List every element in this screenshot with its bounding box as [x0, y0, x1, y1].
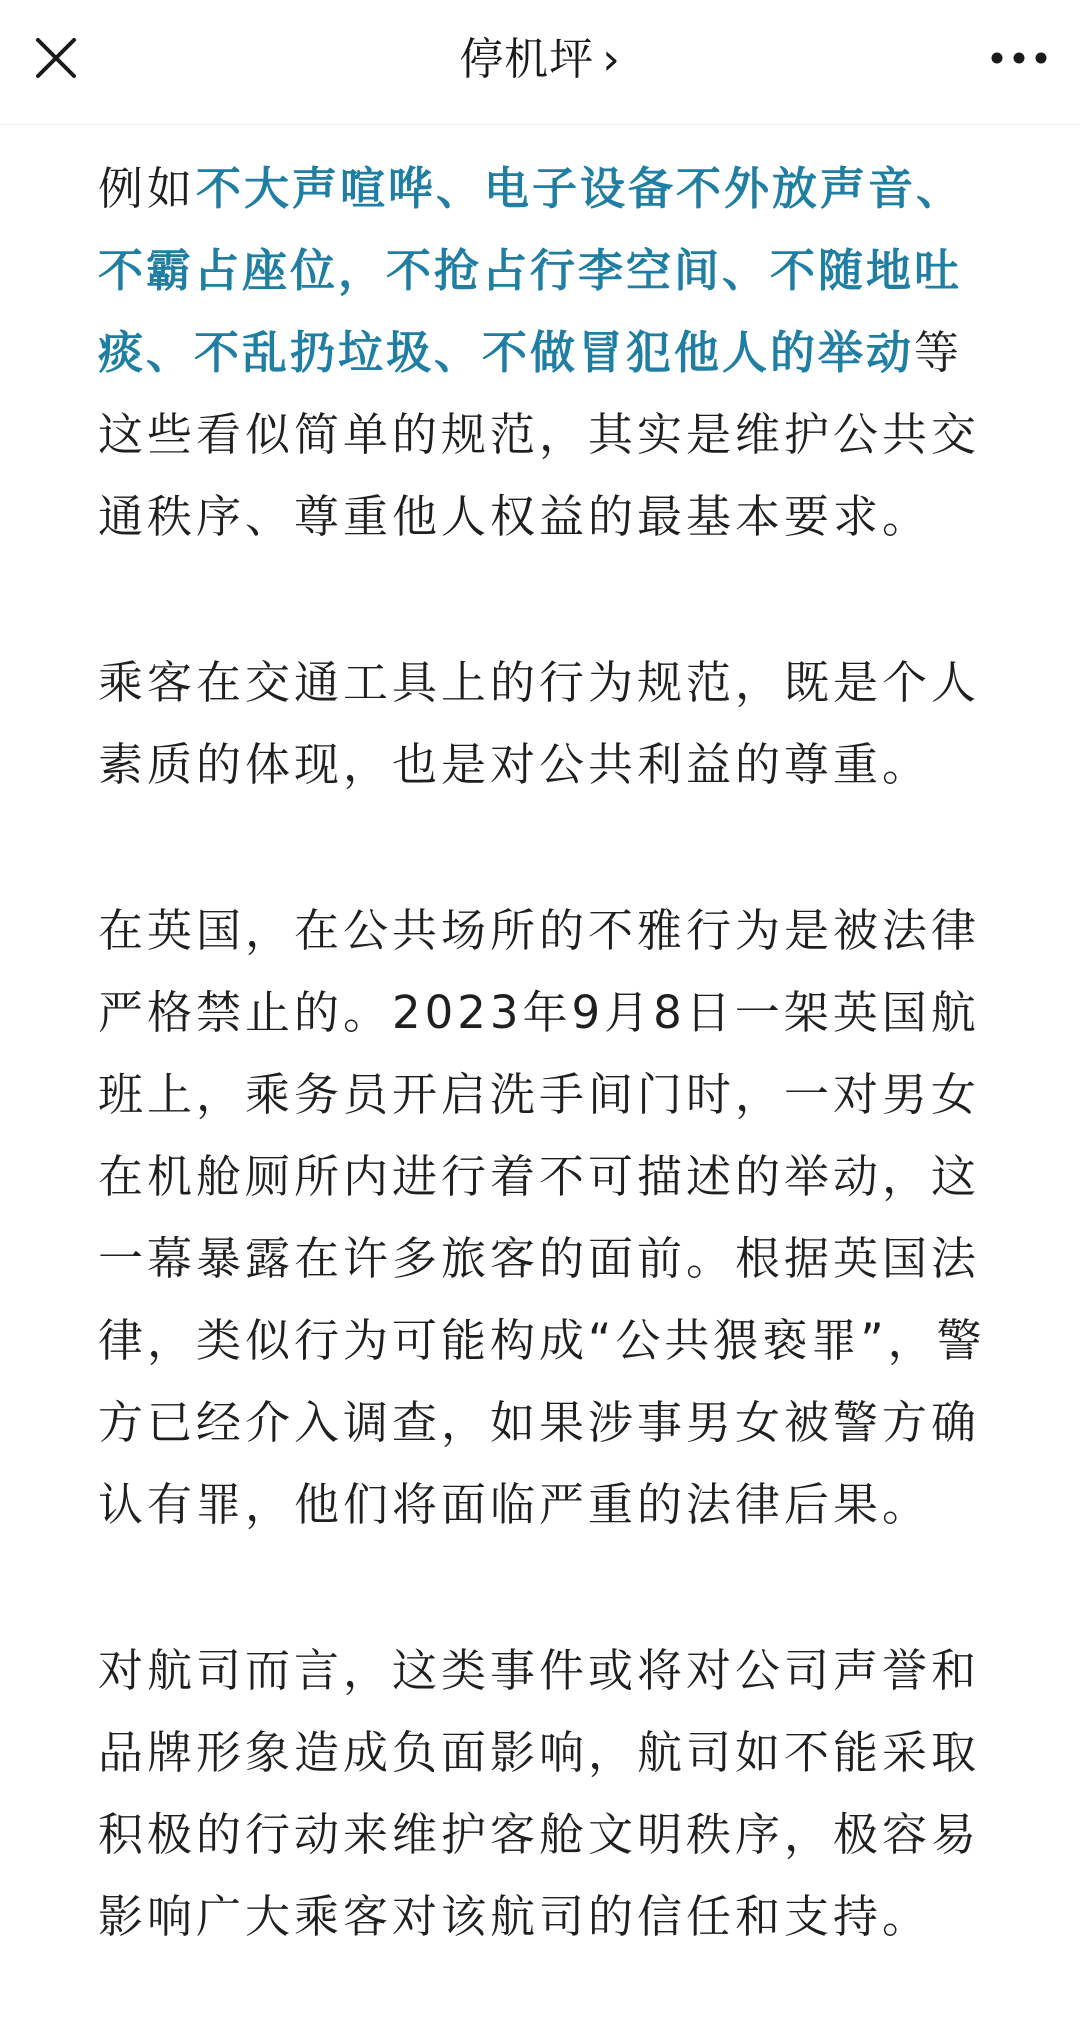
page-title: 停机坪 — [459, 34, 595, 85]
article-body — [98, 148, 990, 2042]
article-paragraph-1 — [98, 148, 990, 558]
account-title-link[interactable] — [0, 32, 1080, 88]
paragraph-suffix: 等这些看似简单的规范，其实是维护公共交通秩序、尊重他人权益的最基本要求。 — [98, 326, 981, 543]
more-options-button[interactable] — [984, 36, 1054, 80]
article-paragraph-4: 对航司而言，这类事件或将对公司声誉和品牌形象造成负面影响，航司如不能采取积极的行动来维护客舱文明秩序，极容易影响广大乘客对该航司的信任和支持。 — [98, 1644, 981, 1943]
article-paragraph-3: 在英国，在公共场所的不雅行为是被法律严格禁止的。2023年9月8日一架英国航班上，乘务员开启洗手间门时，一对男女在机舱厕所内进行着不可描述的举动，这一幕暴露在许多旅客的面前。根据英国法律，类似行为可能构成“公共猥亵罪”，警方已经介入调查，如果涉事男女被警方确认有罪，他们将面临严重的法律后果。 — [98, 904, 986, 1531]
top-navigation-bar — [0, 0, 1080, 125]
paragraph-prefix: 例如 — [98, 162, 197, 215]
chevron-right-icon: › — [602, 34, 621, 85]
article-paragraph-2: 乘客在交通工具上的行为规范，既是个人素质的体现，也是对公共利益的尊重。 — [98, 656, 981, 791]
more-horizontal-icon — [984, 36, 1054, 80]
highlighted-text: 不大声喧哗、电子设备不外放声音、不霸占座位，不抢占行李空间、不随地吐痰、不乱扔垃圾、不做冒犯他人的举动 — [98, 162, 965, 379]
